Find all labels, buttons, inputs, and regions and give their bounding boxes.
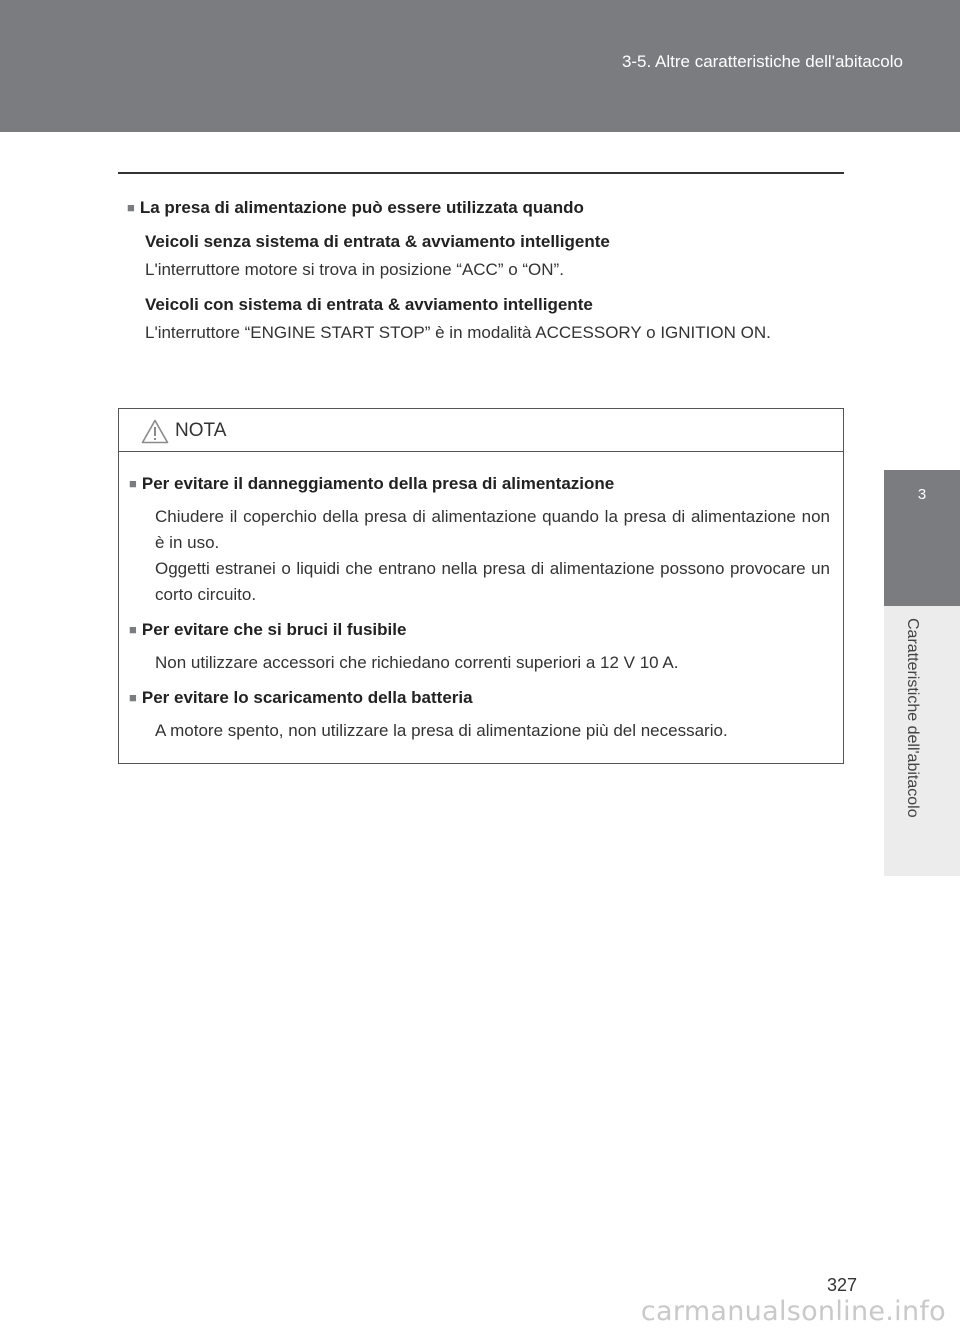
square-bullet-icon: ■ bbox=[129, 476, 137, 491]
nota-item-text: Non utilizzare accessori che richiedano correnti superiori a 12 V 10 A. bbox=[155, 653, 679, 672]
nota-item-heading-text: Per evitare il danneggiamento della presa di alimentazione bbox=[141, 474, 615, 493]
chapter-number: 3 bbox=[917, 486, 927, 503]
block2-title: Veicoli con sistema di entrata & avviamento intelligente bbox=[145, 295, 593, 314]
chapter-tab-strip bbox=[884, 606, 960, 876]
power-outlet-section bbox=[127, 196, 832, 346]
page-number: 327 bbox=[826, 1275, 857, 1295]
section-heading bbox=[127, 196, 832, 220]
block1-title: Veicoli senza sistema di entrata & avviamento intelligente bbox=[145, 232, 610, 251]
nota-item-heading-text: Per evitare lo scaricamento della batteria bbox=[141, 688, 473, 707]
nota-item-text: Oggetti estranei o liquidi che entrano nella presa di alimentazione possono provocare un corto circuito. bbox=[155, 559, 830, 604]
nota-label: NOTA bbox=[175, 420, 227, 441]
nota-item-text: Chiudere il coperchio della presa di alimentazione quando la presa di alimentazione non è in uso. bbox=[155, 507, 830, 552]
nota-body bbox=[119, 452, 843, 744]
square-bullet-icon: ■ bbox=[127, 200, 135, 215]
nota-item-heading bbox=[129, 686, 830, 710]
section-rule bbox=[118, 172, 844, 174]
nota-item-text: A motore spento, non utilizzare la presa di alimentazione più del necessario. bbox=[155, 721, 728, 740]
nota-item-heading bbox=[129, 618, 830, 642]
nota-box bbox=[118, 408, 844, 764]
chapter-label: Caratteristiche dell'abitacolo bbox=[904, 618, 921, 818]
chapter-tab bbox=[884, 470, 960, 606]
warning-triangle-icon bbox=[141, 419, 169, 444]
block2-text: L'interruttore “ENGINE START STOP” è in modalità ACCESSORY o IGNITION ON. bbox=[145, 323, 771, 342]
nota-item-heading-text: Per evitare che si bruci il fusibile bbox=[141, 620, 407, 639]
square-bullet-icon: ■ bbox=[129, 622, 137, 637]
watermark: carmanualsonline.info bbox=[640, 1296, 946, 1327]
nota-item-heading bbox=[129, 472, 830, 496]
block1-text: L'interruttore motore si trova in posizione “ACC” o “ON”. bbox=[145, 260, 564, 279]
square-bullet-icon: ■ bbox=[129, 690, 137, 705]
section-title: 3-5. Altre caratteristiche dell'abitacolo bbox=[621, 52, 903, 71]
nota-header bbox=[119, 409, 843, 452]
section-heading-text: La presa di alimentazione può essere utilizzata quando bbox=[139, 198, 584, 217]
header-band bbox=[0, 0, 960, 132]
